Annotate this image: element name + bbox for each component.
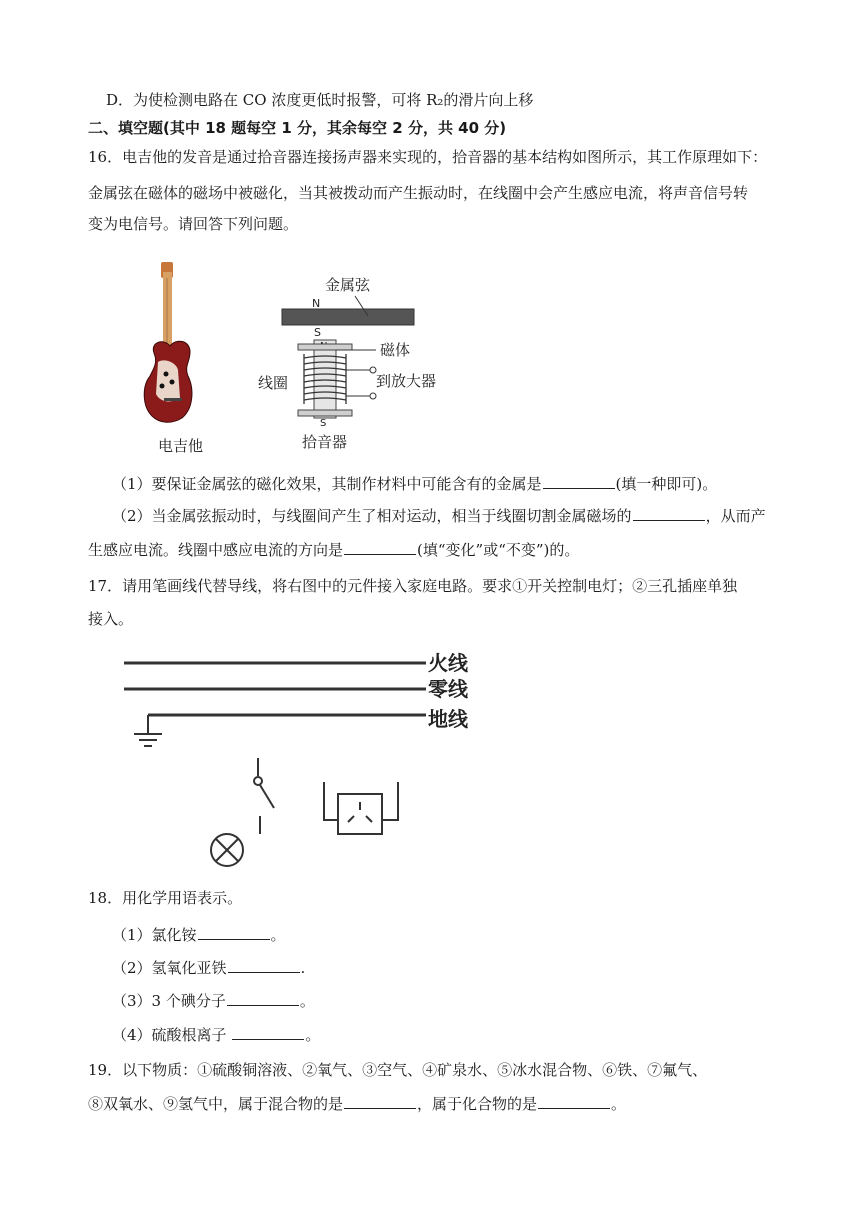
answer-blank[interactable] [538, 1094, 610, 1109]
ground-label: 地线 [428, 707, 468, 731]
lamp-icon [211, 834, 243, 866]
q18-part-3-text: （3）3 个碘分子 [112, 992, 226, 1010]
q16-part-2-text-b: ，从而产 [705, 507, 766, 525]
answer-blank[interactable] [227, 991, 299, 1006]
section-heading: 二、填空题(其中 18 题每空 1 分，其余每空 2 分，共 40 分) [88, 119, 507, 137]
q18-part-2-text: （2）氢氧化亚铁 [112, 959, 227, 977]
magnet-label: 磁体 [380, 341, 411, 359]
q19-line-2 [88, 1094, 626, 1114]
q18-part-4-end: 。 [305, 1026, 321, 1044]
q16-part-1-text: （1）要保证金属弦的磁化效果，其制作材料中可能含有的金属是 [112, 475, 542, 493]
coil-label: 线圈 [258, 374, 289, 392]
answer-blank[interactable] [198, 925, 270, 940]
pole-n-top: N [312, 297, 321, 310]
q18-part-2 [112, 958, 305, 978]
string-label: 金属弦 [325, 276, 371, 294]
q19-text-c: 。 [611, 1095, 627, 1113]
q18-part-1 [112, 925, 286, 945]
answer-blank[interactable] [228, 958, 300, 973]
q16-part-2-text: （2）当金属弦振动时，与线圈间产生了相对运动，相当于线圈切割金属磁场的 [112, 507, 632, 525]
q16-line-2: 金属弦在磁体的磁场中被磁化，当其被拨动而产生振动时，在线圈中会产生感应电流，将声音信号转 [88, 184, 749, 202]
amp-label: 到放大器 [376, 372, 437, 390]
pickup-label: 拾音器 [302, 433, 348, 451]
live-label: 火线 [428, 651, 468, 675]
pickup-figure [140, 258, 480, 458]
q18-part-4 [112, 1025, 320, 1045]
pole-s-mid: S [314, 326, 321, 339]
q16-part-1-hint: (填一种即可)。 [615, 475, 718, 493]
ground-symbol-icon [134, 715, 162, 746]
q18-part-2-end: . [300, 959, 306, 977]
q16-part-2-text-c: 生感应电流。线圈中感应电流的方向是 [88, 541, 344, 559]
option-d: D．为使检测电路在 CO 浓度更低时报警，可将 R₂的滑片向上移 [106, 91, 534, 109]
circuit-figure [110, 646, 490, 872]
metal-string [282, 309, 414, 325]
pole-s-bot: S [320, 418, 327, 429]
q19-line-1: 19．以下物质：①硫酸铜溶液、②氧气、③空气、④矿泉水、⑤冰水混合物、⑥铁、⑦氟气、 [88, 1061, 708, 1079]
q16-part-2 [112, 506, 766, 526]
q16-part-2-cont [88, 540, 579, 560]
answer-blank[interactable] [543, 474, 615, 489]
answer-blank[interactable] [344, 1094, 416, 1109]
answer-blank[interactable] [232, 1025, 304, 1040]
q17-line-1: 17．请用笔画线代替导线，将右图中的元件接入家庭电路。要求①开关控制电灯；②三孔插座单独 [88, 577, 738, 595]
q19-text-b: ，属于化合物的是 [417, 1095, 538, 1113]
q18-part-3-end: 。 [299, 992, 315, 1010]
q17-line-2: 接入。 [88, 610, 134, 628]
answer-blank[interactable] [344, 540, 416, 555]
three-hole-socket-icon [324, 782, 398, 834]
switch-icon [254, 758, 274, 834]
q16-line-1: 16．电吉他的发音是通过拾音器连接扬声器来实现的，拾音器的基本结构如图所示，其工作原理如下： [88, 148, 768, 166]
neutral-label: 零线 [428, 677, 468, 701]
q19-text-a: ⑧双氧水、⑨氢气中，属于混合物的是 [88, 1095, 344, 1113]
q16-part-2-hint: (填“变化”或“不变”)的。 [417, 541, 580, 559]
q18-title: 18．用化学用语表示。 [88, 889, 243, 907]
q18-part-1-end: 。 [270, 926, 286, 944]
q18-part-4-text: （4）硫酸根离子 [112, 1026, 227, 1044]
q16-part-1 [112, 474, 717, 494]
q18-part-1-text: （1）氯化铵 [112, 926, 197, 944]
answer-blank[interactable] [633, 506, 705, 521]
q16-line-3: 变为电信号。请回答下列问题。 [88, 215, 299, 233]
electric-guitar-icon [144, 262, 192, 422]
guitar-label: 电吉他 [158, 437, 204, 455]
q18-part-3 [112, 991, 315, 1011]
